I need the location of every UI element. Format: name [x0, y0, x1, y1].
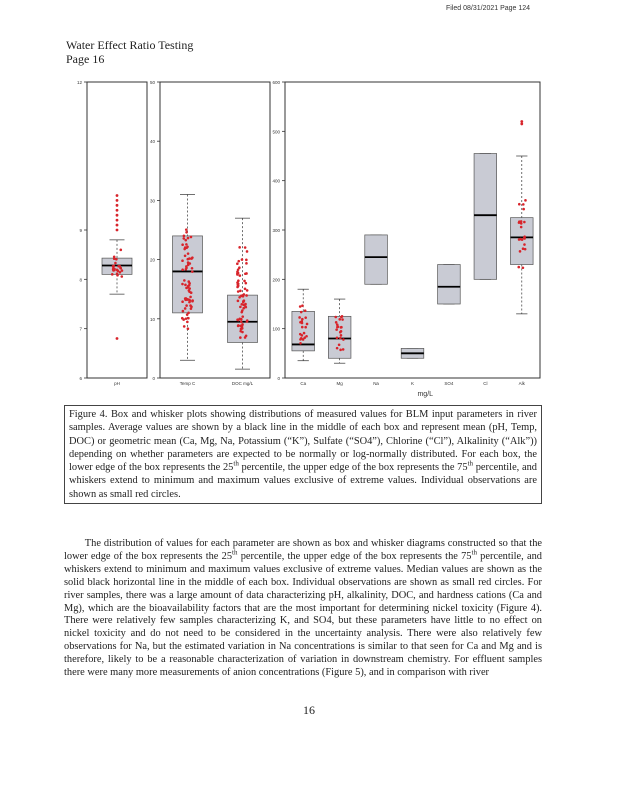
observation-point	[187, 285, 190, 288]
observation-point	[339, 349, 342, 352]
observation-point	[243, 299, 246, 302]
caption-text-1: Figure 4. Box and whisker plots showing distributions of measured values for BLM input parameters in river samples. Average values are shown by a black line in the middle of each box and represent mean (pH, Temp, DOC) or geometric mean (Ca, Mg, Na, Potassium (“K”), Sulfate (“SO4”), Chlorine (“Cl”), Alkalinity (“Alk”)) depending on whether parameters are expected to be normally or log-normally distributed. For each box, the lower edge of the box represents the 25	[69, 409, 537, 474]
observation-point	[299, 338, 302, 341]
observation-point	[243, 293, 246, 296]
y-tick-label: 8	[79, 277, 82, 283]
y-tick-label: 50	[149, 80, 155, 85]
observation-point	[186, 258, 189, 261]
body-text-3: percentile, and whiskers extend to minimum and maximum values exclusive of extreme values. Median values are shown as the solid black horizontal line in the middle of each box. Individual observations are shown as small red circles. For river samples, there was a large amount of data characterizing pH, alkalinity, DOC, and hardness cations (Ca and Mg), which are the bioavailability factors that are the most important for determining nickel toxicity (Figure 4). There were relatively few samples characterizing K, and SO4, but these parameters have little to no effect on nickel toxicity and do not need to be considered in the uncertainty analysis. There were also relatively few observations for Na, but the estimated variation in Na concentrations is similar to that seen for Ca and Mg and is therefore, likely to be a reasonable characterization of variation in downstream chemistry. For effluent samples there were many more measurements of anion concentrations (Figure 5), and in comparison with river	[64, 550, 542, 679]
outlier-point	[116, 204, 119, 207]
observation-point	[335, 328, 338, 331]
observation-point	[246, 289, 249, 292]
observation-point	[522, 208, 525, 211]
observation-point	[190, 236, 193, 239]
observation-point	[520, 226, 523, 229]
observation-point	[190, 291, 193, 294]
observation-point	[183, 279, 186, 282]
observation-point	[246, 250, 249, 253]
outlier-point	[116, 199, 119, 202]
observation-point	[191, 270, 194, 273]
observation-point	[239, 336, 242, 339]
observation-point	[241, 323, 244, 326]
observation-point	[181, 259, 184, 262]
x-axis-label: mg/L	[417, 391, 434, 398]
observation-point	[184, 307, 187, 310]
observation-point	[304, 316, 307, 319]
observation-point	[115, 258, 118, 261]
y-tick-label: 0	[277, 376, 280, 381]
observation-point	[185, 228, 188, 231]
x-category-label: Mg	[336, 381, 343, 386]
observation-point	[191, 256, 194, 259]
observation-point	[299, 305, 302, 308]
y-tick-label: 100	[272, 326, 280, 332]
observation-point	[244, 246, 247, 249]
y-tick-label: 6	[79, 376, 82, 381]
y-tick-label: 7	[79, 326, 82, 332]
observation-point	[337, 325, 340, 328]
observation-point	[335, 321, 338, 324]
observation-point	[120, 275, 123, 278]
observation-point	[119, 249, 122, 252]
observation-point	[186, 321, 189, 324]
header-page: Page 16	[66, 52, 105, 66]
observation-point	[187, 237, 190, 240]
observation-point	[187, 317, 190, 320]
x-category-label: Na	[373, 381, 379, 386]
observation-point	[299, 342, 302, 345]
body-sup-2: th	[471, 548, 477, 557]
observation-point	[182, 237, 185, 240]
observation-point	[245, 262, 248, 265]
outlier-point	[116, 224, 119, 227]
observation-point	[518, 203, 521, 206]
observation-point	[185, 267, 188, 270]
outlier-point	[520, 123, 523, 126]
observation-point	[187, 252, 190, 255]
x-category-label: Cl	[483, 381, 488, 386]
x-category-label: Alk	[518, 381, 525, 386]
observation-point	[245, 282, 248, 285]
observation-point	[301, 326, 304, 329]
observation-point	[519, 250, 522, 253]
observation-point	[338, 343, 341, 346]
observation-point	[121, 269, 124, 272]
observation-point	[299, 321, 302, 324]
y-tick-label: 20	[149, 257, 155, 263]
page-number: 16	[303, 703, 315, 717]
outlier-point	[116, 337, 119, 340]
observation-point	[119, 267, 122, 270]
observation-point	[182, 310, 185, 313]
observation-point	[112, 268, 115, 271]
observation-point	[242, 304, 245, 307]
caption-text-2: percentile, the upper edge of the box represents the 75	[238, 462, 468, 474]
body-text-1: The distribution of values for each parameter are shown as box and whisker diagrams constructed so that the lower edge of the box represents the 25	[64, 538, 542, 562]
observation-point	[523, 237, 526, 240]
observation-point	[184, 246, 187, 249]
observation-point	[181, 300, 184, 303]
body-paragraph	[64, 538, 542, 680]
observation-point	[522, 203, 525, 206]
observation-point	[119, 271, 122, 274]
observation-point	[184, 284, 187, 287]
observation-point	[342, 338, 345, 341]
observation-point	[336, 337, 339, 340]
observation-point	[298, 316, 301, 319]
observation-point	[184, 254, 187, 257]
y-tick-label: 10	[149, 316, 155, 322]
box-plot-figure	[62, 76, 544, 402]
observation-point	[189, 296, 192, 299]
y-tick-label: 500	[272, 129, 280, 135]
outlier-point	[116, 219, 119, 222]
observation-point	[239, 274, 242, 277]
observation-point	[185, 317, 188, 320]
x-category-label: K	[410, 381, 415, 386]
y-tick-label: 40	[149, 139, 155, 145]
observation-point	[522, 266, 525, 269]
observation-point	[244, 336, 247, 339]
observation-point	[301, 304, 304, 307]
observation-point	[340, 326, 343, 329]
observation-point	[236, 318, 239, 321]
plot-panel-frame	[285, 82, 540, 378]
observation-point	[303, 336, 306, 339]
outlier-point	[116, 214, 119, 217]
observation-point	[245, 294, 248, 297]
observation-point	[338, 318, 341, 321]
caption-text-3: percentile, and whiskers extend to minimum and maximum values exclusive of extreme values. Individual observations are shown as small red circles.	[69, 462, 537, 500]
observation-point	[188, 287, 191, 290]
y-tick-label: 0	[152, 376, 155, 381]
observation-point	[244, 272, 247, 275]
observation-point	[186, 313, 189, 316]
observation-point	[339, 337, 342, 340]
observation-point	[185, 304, 188, 307]
observation-point	[187, 327, 190, 330]
observation-point	[184, 239, 187, 242]
observation-point	[237, 268, 240, 271]
y-tick-label: 300	[272, 228, 280, 233]
x-category-label: Temp C	[179, 381, 196, 386]
observation-point	[301, 318, 304, 321]
observation-point	[185, 243, 188, 246]
observation-point	[237, 284, 240, 287]
observation-point	[342, 348, 345, 351]
x-category-label: SO4	[444, 381, 454, 386]
figure-caption	[64, 405, 542, 504]
observation-point	[304, 326, 307, 329]
observation-point	[517, 266, 520, 269]
observation-point	[189, 299, 192, 302]
observation-point	[190, 307, 193, 310]
observation-point	[334, 316, 337, 319]
box-alk	[510, 218, 533, 265]
observation-point	[191, 267, 194, 270]
observation-point	[518, 238, 521, 241]
y-tick-label: 12	[76, 80, 82, 85]
outlier-point	[116, 194, 119, 197]
observation-point	[306, 323, 309, 326]
observation-point	[181, 243, 184, 246]
observation-point	[187, 280, 190, 283]
observation-point	[341, 318, 344, 321]
y-tick-label: 30	[149, 198, 155, 204]
observation-point	[236, 273, 239, 276]
y-tick-label: 400	[272, 178, 280, 184]
observation-point	[185, 231, 188, 234]
observation-point	[303, 332, 306, 335]
observation-point	[187, 261, 190, 264]
observation-point	[245, 259, 248, 262]
observation-point	[240, 311, 243, 314]
observation-point	[239, 290, 242, 293]
observation-point	[299, 333, 302, 336]
observation-point	[244, 287, 247, 290]
observation-point	[183, 325, 186, 328]
observation-point	[241, 315, 244, 318]
observation-point	[341, 315, 344, 318]
x-category-label: Ca	[300, 381, 307, 386]
observation-point	[181, 283, 184, 286]
x-category-label: pH	[114, 381, 120, 386]
observation-point	[242, 307, 245, 310]
observation-point	[238, 246, 241, 249]
filing-stamp: Filed 08/31/2021 Page 124	[446, 5, 531, 12]
outlier-point	[116, 229, 119, 232]
observation-point	[340, 334, 343, 337]
observation-point	[181, 268, 184, 271]
observation-point	[241, 258, 244, 261]
observation-point	[114, 262, 117, 265]
observation-point	[523, 221, 526, 224]
observation-point	[184, 298, 187, 301]
outlier-point	[116, 209, 119, 212]
observation-point	[237, 260, 240, 263]
observation-point	[111, 273, 114, 276]
observation-point	[521, 238, 524, 241]
outlier-point	[520, 120, 523, 123]
observation-point	[524, 199, 527, 202]
observation-point	[340, 330, 343, 333]
observation-point	[237, 300, 240, 303]
observation-point	[183, 235, 186, 238]
observation-point	[116, 269, 119, 272]
body-sup-1: th	[232, 548, 238, 557]
caption-sup-1: th	[233, 459, 239, 468]
page-header	[66, 38, 193, 66]
observation-point	[116, 274, 119, 277]
y-tick-label: 200	[272, 277, 280, 283]
observation-point	[241, 327, 244, 330]
observation-point	[239, 306, 242, 309]
y-tick-label: 600	[272, 80, 280, 85]
observation-point	[239, 330, 242, 333]
header-title: Water Effect Ratio Testing	[66, 38, 194, 52]
observation-point	[240, 320, 243, 323]
x-category-label: DOC mg/L	[231, 381, 254, 386]
observation-point	[336, 347, 339, 350]
body-text-2: percentile, the upper edge of the box represents the 75	[237, 550, 472, 562]
observation-point	[246, 319, 249, 322]
observation-point	[300, 311, 303, 314]
observation-point	[523, 243, 526, 246]
observation-point	[117, 265, 120, 268]
box-na	[365, 235, 388, 284]
observation-point	[237, 290, 240, 293]
observation-point	[520, 220, 523, 223]
caption-sup-2: th	[467, 459, 474, 468]
observation-point	[243, 280, 246, 283]
observation-point	[187, 264, 190, 267]
observation-point	[236, 281, 239, 284]
box-so4	[438, 265, 461, 304]
observation-point	[237, 324, 240, 327]
y-tick-label: 9	[79, 228, 82, 233]
observation-point	[236, 262, 239, 265]
observation-point	[304, 309, 307, 312]
box-cl	[474, 154, 497, 280]
observation-point	[191, 300, 194, 303]
observation-point	[182, 318, 185, 321]
observation-point	[186, 246, 189, 249]
observation-point	[524, 248, 527, 251]
